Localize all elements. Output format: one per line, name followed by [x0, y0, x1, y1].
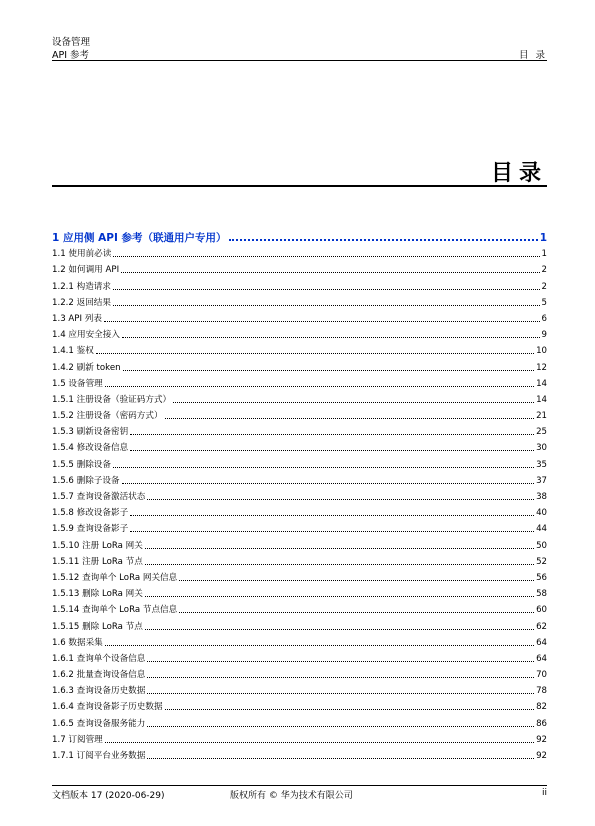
- toc-entry-page: 60: [536, 605, 547, 616]
- toc-entry[interactable]: [52, 519, 547, 535]
- toc-leader-dots: [105, 742, 534, 743]
- toc-leader-dots: [147, 693, 534, 694]
- toc-entry[interactable]: [52, 276, 547, 292]
- toc-entry-label: 1.5 设备管理: [52, 378, 103, 389]
- toc-entry[interactable]: [52, 309, 547, 325]
- toc-entry[interactable]: [52, 713, 547, 729]
- toc-entry-page: 30: [536, 443, 547, 454]
- toc-entry-label: 1.4 应用安全接入: [52, 330, 120, 341]
- toc-entry-page: 40: [536, 508, 547, 519]
- toc-entry-page: 64: [536, 653, 547, 664]
- toc-entry-page: 70: [536, 670, 547, 681]
- toc-leader-dots: [123, 370, 535, 371]
- toc-entry-page: 5: [541, 297, 547, 308]
- toc-entry-label: 1.6.1 查询单个设备信息: [52, 653, 146, 664]
- toc-entry[interactable]: [52, 422, 547, 438]
- toc-entry[interactable]: [52, 225, 547, 244]
- toc-entry[interactable]: [52, 471, 547, 487]
- toc-entry-page: 1: [539, 232, 547, 244]
- toc-entry-page: 62: [536, 621, 547, 632]
- toc-entry-label: 1.2 如何调用 API: [52, 265, 120, 276]
- toc-entry-label: 1.7.1 订阅平台业务数据: [52, 751, 146, 761]
- toc-entry-label: 1.5.13 删除 LoRa 网关: [52, 589, 143, 600]
- toc-entry-label: 1.4.1 鉴权: [52, 346, 94, 357]
- toc-entry[interactable]: [52, 616, 547, 632]
- toc-leader-dots: [113, 305, 540, 306]
- toc-entry-page: 38: [536, 492, 547, 502]
- toc-entry-label: 1.5.15 删除 LoRa 节点: [52, 621, 143, 632]
- toc-leader-dots: [104, 321, 540, 322]
- toc-entry[interactable]: [52, 584, 547, 600]
- footer-copyright: 版权所有 © 华为技术有限公司: [230, 791, 353, 801]
- toc-entry-label: 1.6.4 查询设备影子历史数据: [52, 702, 163, 713]
- toc-leader-dots: [145, 548, 534, 549]
- toc-entry-label: 1.2.2 返回结果: [52, 297, 111, 308]
- toc-entry-page: 44: [536, 524, 547, 535]
- toc-leader-dots: [145, 564, 534, 565]
- toc-leader-dots: [145, 629, 534, 630]
- toc-entry-label: 1.5.14 查询单个 LoRa 节点信息: [52, 605, 178, 616]
- toc-entry[interactable]: [52, 244, 547, 260]
- header-divider: [52, 60, 547, 61]
- toc-entry-page: 21: [536, 411, 547, 422]
- header-right-label: 目 录: [518, 50, 547, 61]
- toc-entry-page: 56: [536, 572, 547, 583]
- header-section: API 参考: [52, 50, 90, 61]
- toc-entry[interactable]: [52, 374, 547, 390]
- table-of-contents: [52, 225, 547, 762]
- toc-entry-page: 52: [536, 556, 547, 567]
- toc-entry-page: 9: [541, 330, 547, 341]
- toc-leader-dots: [179, 580, 534, 581]
- toc-leader-dots: [145, 596, 534, 597]
- toc-entry-page: 12: [536, 362, 547, 373]
- toc-entry-page: 14: [536, 378, 547, 389]
- toc-leader-dots: [96, 353, 534, 354]
- toc-leader-dots: [122, 483, 534, 484]
- toc-entry[interactable]: [52, 665, 547, 681]
- toc-leader-dots: [121, 272, 539, 273]
- toc-entry-label: 1.5.6 删除子设备: [52, 475, 120, 486]
- toc-leader-dots: [173, 402, 534, 403]
- toc-entry-page: 2: [541, 281, 547, 292]
- toc-leader-dots: [147, 677, 534, 678]
- toc-leader-dots: [113, 256, 539, 257]
- toc-leader-dots: [130, 531, 534, 532]
- toc-entry-label: 1.5.4 修改设备信息: [52, 443, 129, 454]
- toc-entry-page: 10: [536, 346, 547, 357]
- toc-entry[interactable]: [52, 633, 547, 649]
- toc-entry-label: 1.1 使用前必读: [52, 249, 112, 260]
- footer-page-number: ii: [541, 788, 547, 798]
- toc-entry[interactable]: [52, 260, 547, 276]
- toc-entry-label: 1.2.1 构造请求: [52, 281, 111, 292]
- toc-entry-page: 2: [541, 265, 547, 276]
- toc-leader-dots: [165, 418, 535, 419]
- toc-leader-dots: [147, 499, 534, 500]
- toc-entry-label: 1.7 订阅管理: [52, 734, 103, 745]
- toc-entry-label: 1 应用侧 API 参考（联通用户专用）: [52, 232, 227, 244]
- toc-entry-page: 58: [536, 589, 547, 600]
- toc-entry-page: 64: [536, 637, 547, 648]
- toc-entry-label: 1.5.2 注册设备（密码方式）: [52, 411, 163, 422]
- footer-version: 文档版本 17 (2020-06-29): [52, 791, 165, 801]
- toc-entry-label: 1.5.7 查询设备激活状态: [52, 492, 146, 502]
- toc-leader-dots: [130, 515, 534, 516]
- toc-entry-page: 37: [536, 475, 547, 486]
- toc-entry-label: 1.5.12 查询单个 LoRa 网关信息: [52, 572, 178, 583]
- toc-entry-page: 92: [536, 734, 547, 745]
- toc-entry[interactable]: [52, 293, 547, 309]
- page-title: 目录: [490, 161, 547, 186]
- toc-entry[interactable]: [52, 681, 547, 697]
- toc-entry[interactable]: [52, 552, 547, 568]
- toc-leader-dots: [105, 386, 534, 387]
- toc-entry[interactable]: [52, 568, 547, 584]
- toc-entry[interactable]: [52, 357, 547, 373]
- toc-entry-page: 35: [536, 459, 547, 470]
- toc-entry[interactable]: [52, 600, 547, 616]
- toc-entry-label: 1.4.2 刷新 token: [52, 362, 121, 373]
- toc-entry-page: 86: [536, 718, 547, 729]
- toc-leader-dots: [122, 337, 540, 338]
- toc-entry[interactable]: [52, 535, 547, 551]
- toc-entry[interactable]: [52, 730, 547, 746]
- toc-entry[interactable]: [52, 454, 547, 470]
- toc-leader-dots: [229, 239, 538, 241]
- toc-leader-dots: [130, 450, 534, 451]
- toc-entry[interactable]: [52, 503, 547, 519]
- title-divider: [52, 185, 547, 187]
- toc-entry-label: 1.5.8 修改设备影子: [52, 508, 129, 519]
- toc-entry[interactable]: [52, 438, 547, 454]
- toc-leader-dots: [147, 726, 534, 727]
- toc-entry-label: 1.6 数据采集: [52, 637, 103, 648]
- toc-entry-page: 14: [536, 394, 547, 405]
- toc-entry-label: 1.5.3 刷新设备密钥: [52, 427, 129, 438]
- toc-entry[interactable]: [52, 487, 547, 503]
- page-header: [52, 34, 547, 60]
- toc-entry-label: 1.6.2 批量查询设备信息: [52, 670, 146, 681]
- toc-leader-dots: [147, 758, 534, 759]
- toc-entry-label: 1.5.11 注册 LoRa 节点: [52, 556, 143, 567]
- toc-entry-label: 1.5.10 注册 LoRa 网关: [52, 540, 143, 551]
- toc-entry-page: 78: [536, 686, 547, 697]
- toc-entry-label: 1.5.9 查询设备影子: [52, 524, 129, 535]
- toc-entry-page: 1: [541, 249, 547, 260]
- toc-entry[interactable]: [52, 406, 547, 422]
- footer-divider: [52, 785, 547, 786]
- toc-entry-label: 1.6.3 查询设备历史数据: [52, 686, 146, 697]
- toc-entry[interactable]: [52, 341, 547, 357]
- toc-entry-label: 1.5.1 注册设备（验证码方式）: [52, 394, 172, 405]
- toc-entry[interactable]: [52, 697, 547, 713]
- toc-entry-page: 6: [541, 313, 547, 324]
- toc-entry-page: 25: [536, 427, 547, 438]
- page-footer: [52, 788, 547, 802]
- toc-leader-dots: [165, 709, 535, 710]
- toc-entry[interactable]: [52, 649, 547, 665]
- toc-entry-page: 92: [536, 751, 547, 761]
- toc-entry-label: 1.6.5 查询设备服务能力: [52, 718, 146, 729]
- toc-entry[interactable]: [52, 746, 547, 762]
- toc-leader-dots: [179, 612, 534, 613]
- toc-entry[interactable]: [52, 390, 547, 406]
- header-doc-title: 设备管理: [52, 37, 91, 48]
- toc-entry[interactable]: [52, 325, 547, 341]
- toc-entry-page: 82: [536, 702, 547, 713]
- toc-leader-dots: [130, 434, 534, 435]
- toc-entry-label: 1.3 API 列表: [52, 313, 102, 324]
- toc-leader-dots: [113, 289, 540, 290]
- toc-leader-dots: [113, 467, 534, 468]
- toc-leader-dots: [105, 645, 534, 646]
- toc-leader-dots: [147, 661, 534, 662]
- toc-entry-label: 1.5.5 删除设备: [52, 459, 111, 470]
- toc-entry-page: 50: [536, 540, 547, 551]
